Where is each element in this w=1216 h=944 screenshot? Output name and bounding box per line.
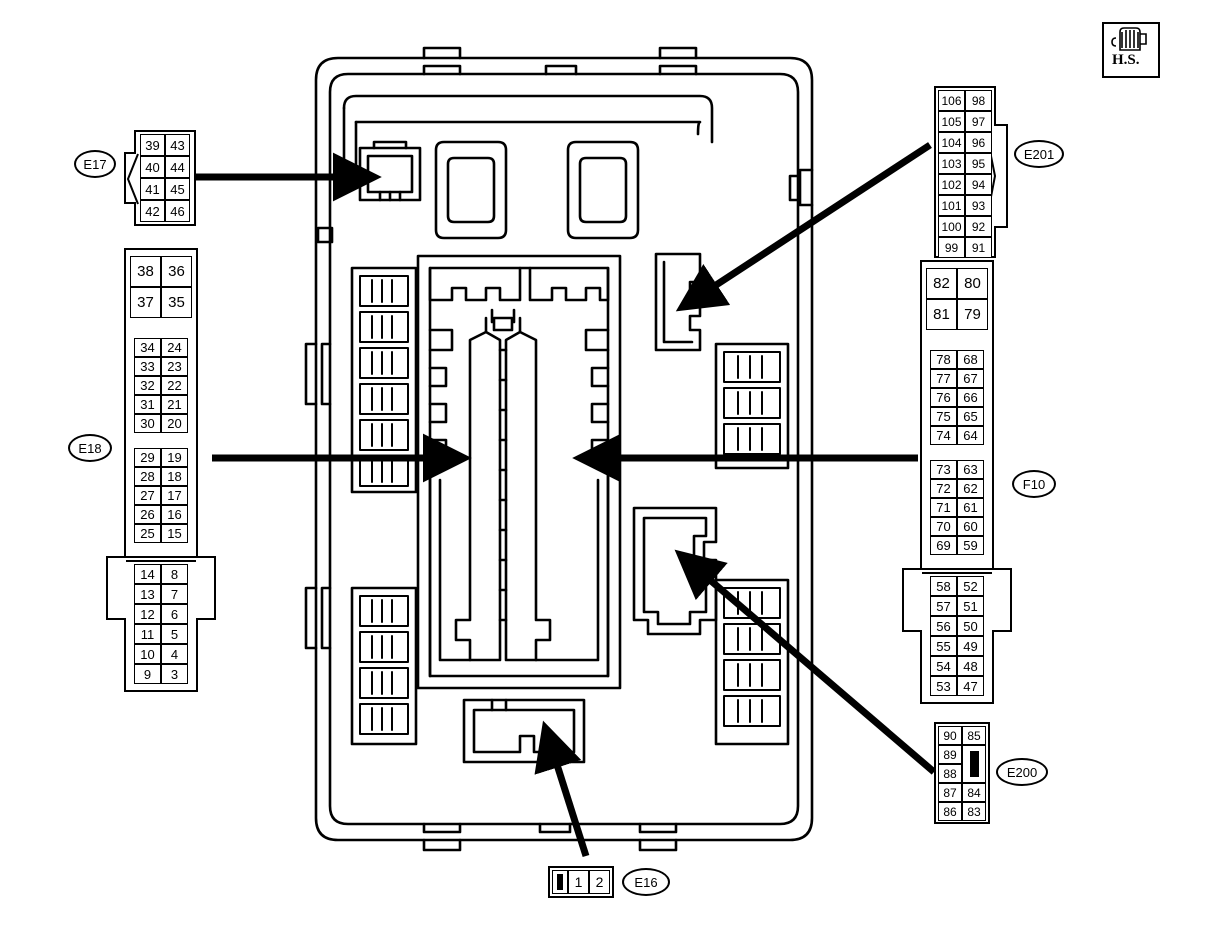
pin-cell-67: 67 [957,369,984,388]
pin-row [938,237,992,258]
pin-cell-4: 4 [161,644,188,664]
pin-cell-10: 10 [134,644,161,664]
pin-cell-83: 83 [962,802,986,821]
connector-F10-pins-mid-a [930,350,984,445]
connector-E18-pins-mid-b [134,448,188,543]
pin-row [938,195,992,216]
pin-cell-14: 14 [134,564,161,584]
pin-cell-23: 23 [161,357,188,376]
pin-cell-48: 48 [957,656,984,676]
pin-cell-91: 91 [965,237,992,258]
connector-F10-right-tab [992,568,1012,632]
pin-cell-31: 31 [134,395,161,414]
connector-E18-pins-bottom [134,564,188,684]
pin-cell-49: 49 [957,636,984,656]
pin-cell-1: 1 [568,870,589,894]
pin-cell-33: 33 [134,357,161,376]
pin-row [930,596,984,616]
pin-cell-16: 16 [161,505,188,524]
hand-saver-icon [1106,24,1156,54]
pin-cell-82: 82 [926,268,957,299]
pin-cell-58: 58 [930,576,957,596]
pin-cell-102: 102 [938,174,965,195]
pin-row [930,536,984,555]
connector-E200-pins [938,726,986,821]
pin-cell-87: 87 [938,783,962,802]
pin-row [140,156,190,178]
pin-cell-70: 70 [930,517,957,536]
pin-cell-61: 61 [957,498,984,517]
pin-cell-103: 103 [938,153,965,174]
pin-row [930,388,984,407]
pin-cell-73: 73 [930,460,957,479]
pin-cell-77: 77 [930,369,957,388]
pin-cell-17: 17 [161,486,188,505]
pin-cell-40: 40 [140,156,165,178]
connector-E18-left-tab [106,556,126,620]
pin-cell-6: 6 [161,604,188,624]
pin-row [930,656,984,676]
pin-cell-66: 66 [957,388,984,407]
connector-label-E17 [74,150,116,178]
pin-cell-44: 44 [165,156,190,178]
pin-cell-92: 92 [965,216,992,237]
pin-cell-74: 74 [930,426,957,445]
pin-row [134,486,188,505]
pin-row [134,664,188,684]
pin-row [938,216,992,237]
pin-cell-69: 69 [930,536,957,555]
connector-label-F10-text: F10 [1022,476,1046,492]
pin-cell-20: 20 [161,414,188,433]
pin-cell-43: 43 [165,134,190,156]
pin-row [930,576,984,596]
pin-row [938,132,992,153]
pin-column-left [938,726,962,821]
pin-cell-89: 89 [938,745,962,764]
pin-row [134,414,188,433]
pin-row [930,498,984,517]
connector-F10-left-tab [902,568,922,632]
pin-cell-46: 46 [165,200,190,222]
pin-cell-101: 101 [938,195,965,216]
connector-label-E201 [1014,140,1064,168]
pin-cell-29: 29 [134,448,161,467]
pin-cell-104: 104 [938,132,965,153]
pin-cell-21: 21 [161,395,188,414]
pin-cell-30: 30 [134,414,161,433]
pin-cell-71: 71 [930,498,957,517]
pin-cell-65: 65 [957,407,984,426]
connector-F10-pins-mid-b [930,460,984,555]
pin-cell-80: 80 [957,268,988,299]
pin-cell-106: 106 [938,90,965,111]
pin-cell-100: 100 [938,216,965,237]
pin-cell-57: 57 [930,596,957,616]
pin-row [134,584,188,604]
pin-row [134,505,188,524]
pin-cell-41: 41 [140,178,165,200]
pin-cell-60: 60 [957,517,984,536]
pin-cell-56: 56 [930,616,957,636]
pin-cell-35: 35 [161,287,192,318]
connector-label-E17-text: E17 [83,156,107,172]
pin-cell-47: 47 [957,676,984,696]
pin-cell-15: 15 [161,524,188,543]
pin-cell-99: 99 [938,237,965,258]
pin-row [926,268,988,299]
pin-row [930,676,984,696]
connector-label-E200-text: E200 [1006,764,1038,780]
pin-cell-26: 26 [134,505,161,524]
connector-E18-right-tab [196,556,216,620]
pin-cell-76: 76 [930,388,957,407]
pin-terminal-blade [970,751,979,777]
pin-row [130,256,192,287]
pin-row [134,467,188,486]
connector-label-E16-text: E16 [634,874,658,890]
pin-cell-5: 5 [161,624,188,644]
pin-cell-38: 38 [130,256,161,287]
pin-terminal-blade [557,874,563,890]
pin-cell-95: 95 [965,153,992,174]
pin-row [134,376,188,395]
pin-row [134,564,188,584]
pin-cell-11: 11 [134,624,161,644]
connector-E17-pins [140,134,190,222]
pin-cell-12: 12 [134,604,161,624]
pin-cell-62: 62 [957,479,984,498]
pin-row [134,395,188,414]
connector-label-E200 [996,758,1048,786]
pin-cell-8: 8 [161,564,188,584]
pin-cell-79: 79 [957,299,988,330]
pin-row [930,517,984,536]
pin-cell-50: 50 [957,616,984,636]
pin-cell-94: 94 [965,174,992,195]
pin-cell-13: 13 [134,584,161,604]
pin-cell-34: 34 [134,338,161,357]
pin-row [930,369,984,388]
connector-E18-pins-top [130,256,192,318]
pin-cell-52: 52 [957,576,984,596]
pin-cell-39: 39 [140,134,165,156]
pin-cell-98: 98 [965,90,992,111]
pin-row [930,350,984,369]
pin-terminal-cavity [962,745,986,783]
pin-cell-24: 24 [161,338,188,357]
pin-cell-96: 96 [965,132,992,153]
pin-row [140,200,190,222]
pin-cell-64: 64 [957,426,984,445]
pin-row [938,153,992,174]
connector-E17-tab-notch [126,152,140,206]
connector-label-E16 [622,868,670,896]
connector-E18-pins-mid-a [134,338,188,433]
pin-cell-81: 81 [926,299,957,330]
pin-cell-42: 42 [140,200,165,222]
pin-cell-37: 37 [130,287,161,318]
pin-cell-19: 19 [161,448,188,467]
pin-cell-3: 3 [161,664,188,684]
connector-label-E201-text: E201 [1023,146,1055,162]
pin-row [134,338,188,357]
pin-row [134,448,188,467]
pin-row [930,460,984,479]
pin-row [938,111,992,132]
pin-row [930,616,984,636]
pin-row [134,624,188,644]
pin-cell-68: 68 [957,350,984,369]
pin-cell-32: 32 [134,376,161,395]
connector-E201-pins [938,90,992,258]
pin-cell-63: 63 [957,460,984,479]
pin-cell-75: 75 [930,407,957,426]
pin-cell-18: 18 [161,467,188,486]
pin-cell-72: 72 [930,479,957,498]
pin-cell-105: 105 [938,111,965,132]
pin-cell-54: 54 [930,656,957,676]
pin-cell-27: 27 [134,486,161,505]
pin-row [552,870,610,894]
connector-label-E18-text: E18 [78,440,102,456]
connector-label-E18 [68,434,112,462]
pin-cell-90: 90 [938,726,962,745]
pin-cell-2: 2 [589,870,610,894]
pin-cell-93: 93 [965,195,992,216]
pin-row [930,479,984,498]
pin-cell-55: 55 [930,636,957,656]
pin-cell-53: 53 [930,676,957,696]
connector-F10-pins-bottom [930,576,984,696]
pin-cell-36: 36 [161,256,192,287]
pin-row [140,178,190,200]
pin-cell-45: 45 [165,178,190,200]
connector-label-F10 [1012,470,1056,498]
pin-row [930,426,984,445]
hs-badge-label: H.S. [1112,52,1140,68]
pin-row [938,174,992,195]
pin-cell-78: 78 [930,350,957,369]
pin-cell-9: 9 [134,664,161,684]
pin-cell-59: 59 [957,536,984,555]
pin-row [134,357,188,376]
connector-E16-pins [552,870,610,894]
pin-cell-85: 85 [962,726,986,745]
pin-row [930,407,984,426]
pin-cell-22: 22 [161,376,188,395]
connector-F10-pins-top [926,268,988,330]
pin-row [140,134,190,156]
pin-column-right [962,726,986,821]
pin-row [930,636,984,656]
pin-row [134,524,188,543]
pin-row [130,287,192,318]
pin-row [134,644,188,664]
pin-row [926,299,988,330]
pin-cell-7: 7 [161,584,188,604]
pin-cell-97: 97 [965,111,992,132]
pin-cell-28: 28 [134,467,161,486]
pin-cell-51: 51 [957,596,984,616]
pin-cell-88: 88 [938,764,962,783]
pin-terminal-cavity [552,870,568,894]
pin-cell-86: 86 [938,802,962,821]
pin-cell-84: 84 [962,783,986,802]
pin-row [134,604,188,624]
pin-row [938,90,992,111]
pin-cell-25: 25 [134,524,161,543]
